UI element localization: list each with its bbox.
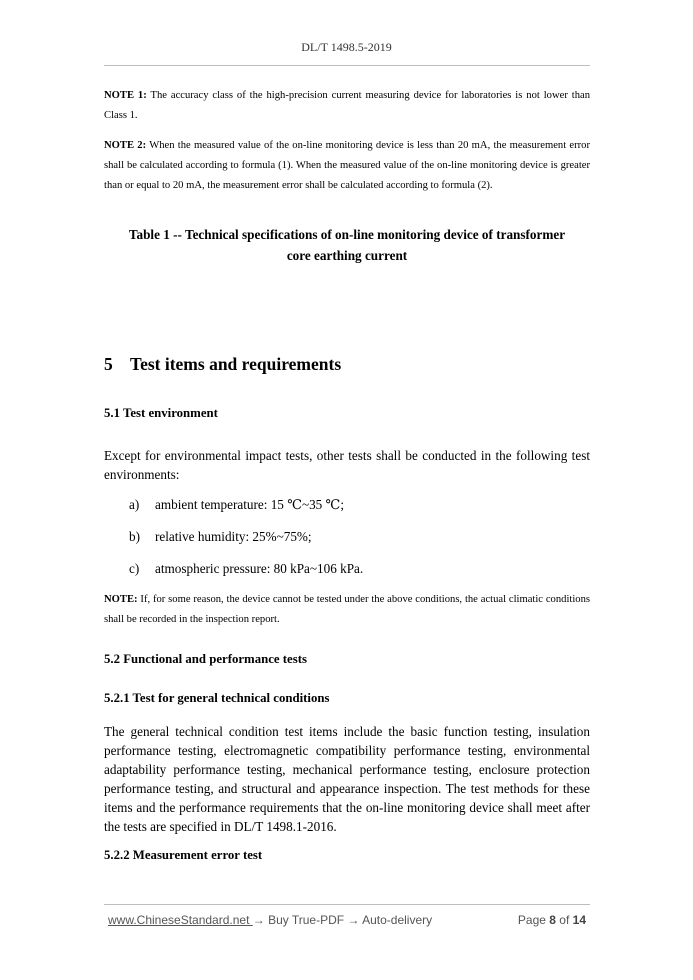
current-page: 8 <box>549 913 556 927</box>
section-5-title: Test items and requirements <box>130 354 342 374</box>
section-5-1-heading: 5.1 Test environment <box>104 406 218 420</box>
list-item: a) ambient temperature: 15 ℃~35 ℃; <box>129 497 344 512</box>
running-header: DL/T 1498.5-2019 <box>301 40 392 54</box>
section-5-2-1-text: The general technical condition test items include the basic function testing, insulation performance testing, electromagnetic compatibility performance testing, environmental adaptability performance testing, mechanical performance testing, enclosure protection performance testing, and structural and appearance inspection. The test methods for these items and the performance requirements that the on-line monitoring device shall meet after the tests are specified in DL/T 1498.1-2016. <box>104 724 590 834</box>
total-pages: 14 <box>572 913 586 927</box>
note-1 <box>104 86 590 126</box>
note-label: NOTE: <box>104 594 138 605</box>
list-item: c) atmospheric pressure: 80 kPa~106 kPa. <box>129 561 364 576</box>
table-caption-line-1: Table 1 -- Technical specifications of on-line monitoring device of transformer <box>128 227 566 242</box>
section-5-1-intro: Except for environmental impact tests, other tests shall be conducted in the following test environments: <box>104 448 590 482</box>
section-5-number: 5 <box>104 354 113 374</box>
footer-promo: → Buy True-PDF → Auto-delivery <box>252 913 433 927</box>
note-text: If, for some reason, the device cannot be tested under the above conditions, the actual climatic conditions shall be recorded in the inspection report. <box>104 594 590 625</box>
section-5-2-2-heading: 5.2.2 Measurement error test <box>104 848 263 862</box>
section-5-2-1-heading: 5.2.1 Test for general technical conditions <box>104 691 330 705</box>
table-caption-line-2: core earthing current <box>286 248 408 263</box>
section-5-heading <box>104 354 341 375</box>
table-caption <box>104 224 590 266</box>
list-item: b) relative humidity: 25%~75%; <box>129 529 312 544</box>
site-link[interactable]: www.ChineseStandard.net <box>108 913 253 927</box>
note-2-label: NOTE 2: <box>104 140 147 151</box>
footer-divider <box>104 904 590 905</box>
header-divider <box>104 65 590 66</box>
page-footer <box>108 913 586 927</box>
section-5-2-heading: 5.2 Functional and performance tests <box>104 652 307 666</box>
note-2 <box>104 136 590 196</box>
section-5-1-note <box>104 590 590 630</box>
page-counter: Page 8 of 14 <box>517 913 586 927</box>
note-2-text: When the measured value of the on-line monitoring device is less than 20 mA, the measurement error shall be calculated according to formula (1). When the measured value of the on-line monitoring device is greater than or equal to 20 mA, the measurement error shall be calculated according to formula (2). <box>104 140 591 191</box>
note-1-label: NOTE 1: <box>104 90 147 101</box>
note-1-text: The accuracy class of the high-precision current measuring device for laboratories is not lower than Class 1. <box>104 90 590 121</box>
